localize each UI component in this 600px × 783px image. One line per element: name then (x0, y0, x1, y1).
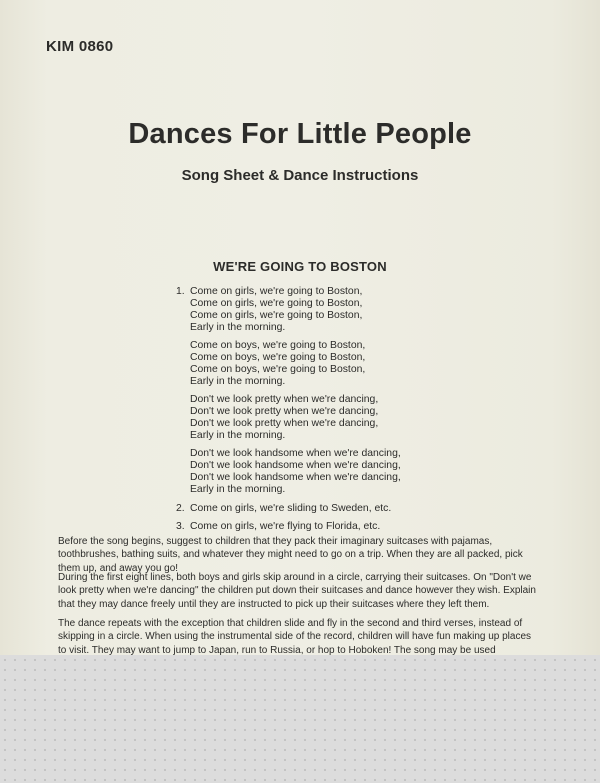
lyric-line: Don't we look pretty when we're dancing, (190, 406, 379, 418)
lyric-line: Early in the morning. (190, 484, 286, 496)
verse (176, 521, 456, 533)
lyric-line: Come on boys, we're going to Boston, (190, 340, 366, 352)
page-subtitle: Song Sheet & Dance Instructions (181, 167, 419, 184)
lyric-line: Come on girls, we're going to Boston, (190, 297, 363, 309)
instruction-paragraph (58, 617, 542, 655)
verse-number: 3. (176, 520, 185, 532)
instruction-paragraph-text: The dance repeats with the exception that children slide and fly in the second and third verses, instead of skipping in a circle. When using the instrumental side of the record, children will have fun making up places to visit. They may want to jump to Japan, run to Russia, or hop to Hoboken! The song may be used (58, 618, 532, 655)
lyric-line: Come on girls, we're sliding to Sweden, etc. (190, 502, 392, 514)
verse (176, 503, 456, 515)
instruction-paragraph: During the first eight lines, both boys and girls skip around in a circle, carrying their suitcases. On "Don't we look pretty when we're dancing" the children put down their suitcases and dance however they wish. Explain that they may dance freely until they are instructed to pick up their suitcases where they left them. (58, 572, 536, 610)
lyric-line: Don't we look handsome when we're dancing, (190, 460, 401, 472)
lyric-line: Come on girls, we're going to Boston, (190, 286, 363, 297)
verse (176, 448, 456, 496)
verse-number: 2. (176, 502, 185, 514)
verse (176, 340, 456, 388)
verse (176, 286, 456, 334)
verse-number: 1. (176, 286, 185, 297)
song-title: WE'RE GOING TO BOSTON (213, 259, 387, 274)
lyric-line: Come on girls, we're going to Boston, (190, 309, 363, 321)
dotted-overlay (0, 655, 600, 783)
lyric-line: Come on boys, we're going to Boston, (190, 363, 366, 375)
lyric-line: Don't we look pretty when we're dancing, (190, 418, 379, 430)
lyric-line: Early in the morning. (190, 375, 286, 387)
lyric-line: Early in the morning. (190, 429, 286, 441)
lyric-line: Don't we look pretty when we're dancing, (190, 394, 379, 406)
lyric-line: Don't we look handsome when we're dancing, (190, 448, 401, 460)
catalog-code: KIM 0860 (46, 38, 114, 55)
lyric-line: Early in the morning. (190, 321, 286, 333)
song-lyrics (176, 286, 456, 539)
verse (176, 394, 456, 442)
lyric-line: Come on boys, we're going to Boston, (190, 352, 366, 364)
instruction-paragraph: Before the song begins, suggest to children that they pack their imaginary suitcases with pajamas, toothbrushes, bathing suits, and whatever they might need to go on a trip. When they are all packed, pick them up, and away you go! (58, 536, 523, 574)
lyric-line: Don't we look handsome when we're dancing, (190, 472, 401, 484)
page-title: Dances For Little People (128, 118, 472, 150)
lyric-line: Come on girls, we're flying to Florida, etc. (190, 520, 381, 532)
